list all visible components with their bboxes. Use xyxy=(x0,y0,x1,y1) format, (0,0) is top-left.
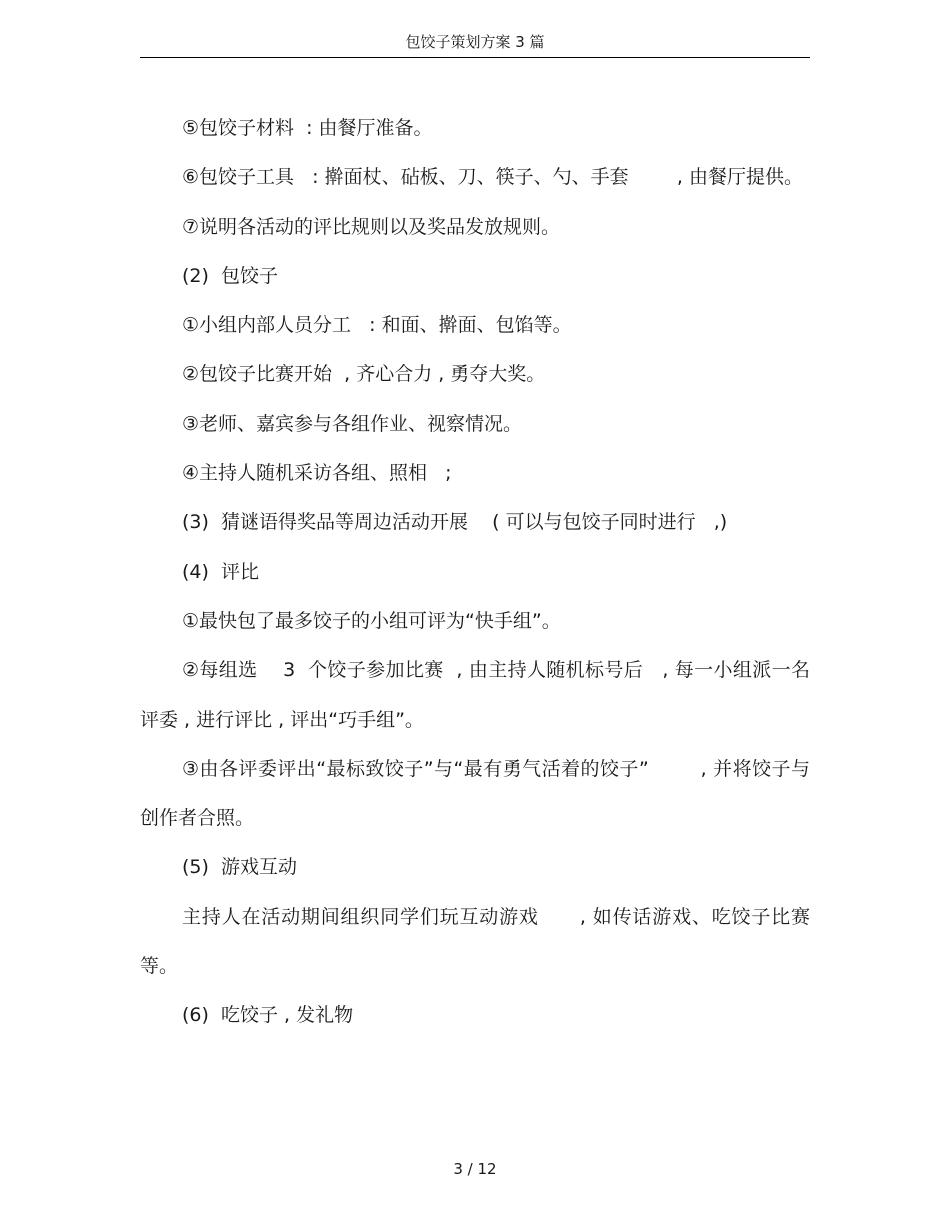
paragraph-materials: ⑤包饺子材料 : 由餐厅准备。 xyxy=(182,117,433,139)
section-heading-making: (2) 包饺子 xyxy=(182,264,278,287)
paragraph-rules: ⑦说明各活动的评比规则以及奖品发放规则。 xyxy=(182,215,561,238)
paragraph-contest-start: ②包饺子比赛开始 , 齐心合力 , 勇夺大奖。 xyxy=(182,363,546,386)
paragraph-tools: ⑥包饺子工具 : 擀面杖、砧板、刀、筷子、勺、手套 , 由餐厅提供。 xyxy=(182,166,803,189)
paragraph-skillful-group: ②每组选 3 个饺子参加比赛 , 由主持人随机标号后 , 每一小组派一名评委 , 进行评比 , 评出“巧手组”。 xyxy=(140,659,810,731)
paragraph-best-dumpling: ③由各评委评出“最标致饺子”与“最有勇气活着的饺子” , 并将饺子与创作者合照。 xyxy=(140,757,810,830)
paragraph-teachers: ③老师、嘉宾参与各组作业、视察情况。 xyxy=(182,412,523,435)
header-divider xyxy=(140,57,810,58)
section-heading-judging: (4) 评比 xyxy=(182,560,259,583)
paragraph-games: 主持人在活动期间组织同学们玩互动游戏 , 如传话游戏、吃饺子比赛等。 xyxy=(140,905,810,978)
paragraph-host-interview: ④主持人随机采访各组、照相 ; xyxy=(182,462,452,485)
page-number: 3 / 12 xyxy=(453,1160,497,1178)
document-body xyxy=(140,104,810,1041)
section-heading-eating: (6) 吃饺子 , 发礼物 xyxy=(182,1004,354,1027)
section-heading-games: (5) 游戏互动 xyxy=(182,856,297,879)
page-header-title: 包饺子策划方案 3 篇 xyxy=(405,33,545,51)
paragraph-division: ①小组内部人员分工 : 和面、擀面、包馅等。 xyxy=(182,314,572,337)
section-heading-riddles: (3) 猜谜语得奖品等周边活动开展 ( 可以与包饺子同时进行 ,) xyxy=(182,511,728,534)
paragraph-fast-group: ①最快包了最多饺子的小组可评为“快手组”。 xyxy=(182,609,561,632)
